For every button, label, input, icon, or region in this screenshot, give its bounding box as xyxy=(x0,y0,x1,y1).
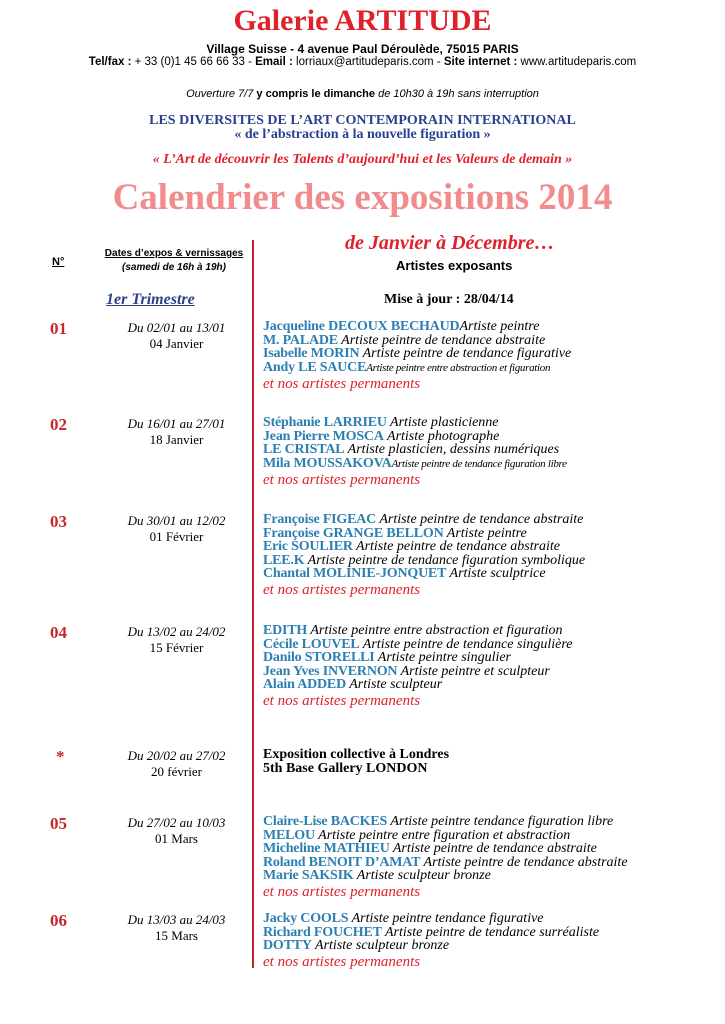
artist-name: Claire-Lise BACKES xyxy=(263,814,388,829)
artist-name: Jean Pierre MOSCA xyxy=(263,428,384,444)
artist-name: MELOU xyxy=(263,827,315,843)
artist-name: Chantal MOLINIE-JONQUET xyxy=(263,566,447,582)
exhibition-dates xyxy=(94,815,259,847)
column-header-number: N° xyxy=(52,256,65,268)
email-address: lorriaux@artitudeparis.com - xyxy=(292,56,444,68)
artist-description: Artiste peintre de tendance abstraite xyxy=(337,332,546,348)
artist-description: Artiste peintre de tendance figuration symbolique xyxy=(304,552,586,568)
artist-name: DOTTY xyxy=(263,938,312,954)
artist-name: Roland BENOIT D’AMAT xyxy=(263,854,421,870)
artist-description: Artiste peintre xyxy=(459,319,540,334)
exhibition-dates xyxy=(94,912,259,944)
period-heading: de Janvier à Décembre… xyxy=(345,232,555,254)
artist-entry xyxy=(263,347,571,361)
artist-description: Artiste peintre tendance figurative xyxy=(348,911,544,926)
artist-entry xyxy=(263,457,567,472)
artist-entry xyxy=(263,869,628,883)
artist-description: Artiste photographe xyxy=(383,428,500,444)
artist-list xyxy=(263,513,585,600)
artist-list xyxy=(263,815,628,902)
vernissage-date: 20 février xyxy=(151,764,202,779)
site-url: www.artitudeparis.com xyxy=(517,56,637,68)
artist-entry xyxy=(263,443,567,457)
exhibition-dates xyxy=(94,624,259,656)
artist-description: Artiste peintre et sculpteur xyxy=(397,663,550,679)
hours-part3: de 10h30 à 19h sans interruption xyxy=(375,88,539,100)
special-exhibition-line: 5th Base Gallery LONDON xyxy=(263,761,428,776)
artist-list xyxy=(263,748,449,776)
exhibition-dates xyxy=(94,320,259,352)
permanent-artists-note: et nos artistes permanents xyxy=(263,883,421,900)
artist-name: Mila MOUSSAKOVA xyxy=(263,455,392,471)
artist-description: Artiste peintre singulier xyxy=(374,650,512,666)
site-label: Site internet : xyxy=(443,56,518,68)
artist-name: Marie SAKSIK xyxy=(263,868,354,884)
artist-entry xyxy=(263,416,567,430)
artist-name: Jacky COOLS xyxy=(263,911,349,926)
artist-name: Françoise GRANGE BELLON xyxy=(263,525,444,541)
artist-name: Jean Yves INVERNON xyxy=(263,663,398,679)
artist-name: Jacqueline DECOUX BECHAUD xyxy=(263,319,460,334)
artist-list xyxy=(263,624,573,711)
column-header-dates-note: (samedi de 16h à 19h) xyxy=(122,262,226,273)
date-range: Du 13/03 au 24/03 xyxy=(127,912,226,927)
opening-hours xyxy=(0,88,725,100)
artist-description: Artiste peintre de tendance surréaliste xyxy=(381,924,600,940)
gallery-address: Village Suisse - 4 avenue Paul Déroulède, 75015 PARIS xyxy=(206,42,519,56)
artist-entry xyxy=(263,651,573,665)
column-header-dates xyxy=(94,247,254,275)
artist-entry xyxy=(263,856,628,870)
artist-description: Artiste peintre entre figuration et abstraction xyxy=(314,827,571,843)
artist-list xyxy=(263,320,571,394)
artist-entry xyxy=(263,334,571,348)
exhibition-dates xyxy=(94,748,259,780)
artist-description: Artiste peintre entre abstraction et figuration xyxy=(366,361,551,374)
exhibition-dates xyxy=(94,416,259,448)
artist-entry xyxy=(263,939,599,953)
artist-entry xyxy=(263,638,573,652)
tel-label: Tel/fax : xyxy=(88,56,132,68)
date-range: Du 27/02 au 10/03 xyxy=(127,815,226,830)
date-range: Du 16/01 au 27/01 xyxy=(127,416,226,431)
vernissage-date: 01 Mars xyxy=(155,831,198,846)
exhibition-number: 03 xyxy=(50,512,67,531)
artist-name: LE CRISTAL xyxy=(263,442,345,458)
hours-part1: Ouverture 7/7 xyxy=(186,88,257,100)
artist-entry xyxy=(263,624,573,638)
artist-name: Cécile LOUVEL xyxy=(263,636,360,652)
slogan: « L’Art de découvrir les Talents d’aujourd’hui et les Valeurs de demain » xyxy=(152,152,573,167)
gallery-name: Galerie ARTITUDE xyxy=(233,4,492,37)
artist-entry xyxy=(263,815,628,829)
artist-description: Artiste plasticienne xyxy=(386,415,499,430)
date-range: Du 20/02 au 27/02 xyxy=(127,748,226,763)
artist-entry xyxy=(263,527,585,541)
artist-name: Richard FOUCHET xyxy=(263,924,382,940)
exhibition-number: * xyxy=(56,747,65,766)
artist-name: Isabelle MORIN xyxy=(263,346,360,362)
artist-entry xyxy=(263,829,628,843)
artist-description: Artiste peintre xyxy=(443,525,527,541)
artist-name: Stéphanie LARRIEU xyxy=(263,415,387,430)
artist-entry xyxy=(263,320,571,334)
artist-list xyxy=(263,912,599,972)
hours-part2: y compris le dimanche xyxy=(256,88,376,100)
artist-name: Eric SOULIER xyxy=(263,539,353,555)
artist-description: Artiste sculptrice xyxy=(446,566,546,582)
artist-entry xyxy=(263,540,585,554)
vernissage-date: 04 Janvier xyxy=(149,336,204,351)
tel-number: + 33 (0)1 45 66 66 33 - xyxy=(131,56,256,68)
artist-description: Artiste peintre tendance figuration libre xyxy=(387,814,614,829)
artist-description: Artiste sculpteur bronze xyxy=(353,868,491,884)
artist-description: Artiste peintre de tendance abstraite xyxy=(376,512,584,527)
artist-entry xyxy=(263,430,567,444)
artist-entry xyxy=(263,678,573,692)
artist-name: Françoise FIGEAC xyxy=(263,512,377,527)
artist-entry xyxy=(263,912,599,926)
artist-entry xyxy=(263,567,585,581)
tagline-2: « de l’abstraction à la nouvelle figuration » xyxy=(234,127,491,142)
exhibition-number: 02 xyxy=(50,415,67,434)
exhibition-dates xyxy=(94,513,259,545)
exhibition-number: 01 xyxy=(50,319,67,338)
artist-entry xyxy=(263,513,585,527)
artist-name: Alain ADDED xyxy=(263,677,346,693)
artist-description: Artiste peintre de tendance abstraite xyxy=(352,539,561,555)
artist-name: Micheline MATHIEU xyxy=(263,841,390,857)
permanent-artists-note: et nos artistes permanents xyxy=(263,472,421,489)
artist-entry xyxy=(263,554,585,568)
artist-description: Artiste peintre de tendance singulière xyxy=(359,636,573,652)
artist-name: Andy LE SAUCE xyxy=(263,359,367,375)
date-range: Du 30/01 au 12/02 xyxy=(127,513,226,528)
date-range: Du 02/01 au 13/01 xyxy=(127,320,226,335)
vernissage-date: 15 Mars xyxy=(155,928,198,943)
column-header-dates-title: Dates d’expos & vernissages xyxy=(104,248,244,259)
column-header-artists: Artistes exposants xyxy=(396,258,513,273)
artist-entry xyxy=(263,842,628,856)
artist-entry xyxy=(263,665,573,679)
exhibition-number: 04 xyxy=(50,623,67,642)
vernissage-date: 15 Février xyxy=(149,640,204,655)
tagline-1: LES DIVERSITES DE L’ART CONTEMPORAIN INTERNATIONAL xyxy=(149,113,576,128)
artist-name: M. PALADE xyxy=(263,332,338,348)
update-date: Mise à jour : 28/04/14 xyxy=(384,292,514,307)
artist-description: Artiste peintre de tendance abstraite xyxy=(389,841,597,857)
artist-description: Artiste peintre de tendance figurative xyxy=(359,346,572,362)
artist-name: EDITH xyxy=(263,623,308,638)
email-label: Email : xyxy=(255,56,293,68)
vernissage-date: 01 Février xyxy=(149,529,204,544)
artist-description: Artiste peintre de tendance figuration libre xyxy=(391,457,567,470)
contact-line xyxy=(0,56,725,68)
artist-description: Artiste peintre entre abstraction et figuration xyxy=(307,623,563,638)
artist-description: Artiste peintre de tendance abstraite xyxy=(420,854,628,870)
artist-list xyxy=(263,416,567,490)
artist-entry xyxy=(263,926,599,940)
special-exhibition-line: Exposition collective à Londres xyxy=(263,747,450,762)
quarter-heading: 1er Trimestre xyxy=(106,291,195,308)
artist-description: Artiste plasticien, dessins numériques xyxy=(344,442,560,458)
page-title: Calendrier des expositions 2014 xyxy=(112,177,613,218)
permanent-artists-note: et nos artistes permanents xyxy=(263,692,421,709)
permanent-artists-note: et nos artistes permanents xyxy=(263,376,421,393)
vernissage-date: 18 Janvier xyxy=(149,432,204,447)
exhibition-number: 05 xyxy=(50,814,67,833)
permanent-artists-note: et nos artistes permanents xyxy=(263,581,421,598)
artist-name: Danilo STORELLI xyxy=(263,650,375,666)
exhibition-number: 06 xyxy=(50,911,67,930)
artist-description: Artiste sculpteur xyxy=(345,677,443,693)
permanent-artists-note: et nos artistes permanents xyxy=(263,953,421,970)
artist-entry xyxy=(263,361,571,376)
artist-description: Artiste sculpteur bronze xyxy=(311,938,450,954)
artist-name: LEE.K xyxy=(263,552,305,568)
date-range: Du 13/02 au 24/02 xyxy=(127,624,226,639)
